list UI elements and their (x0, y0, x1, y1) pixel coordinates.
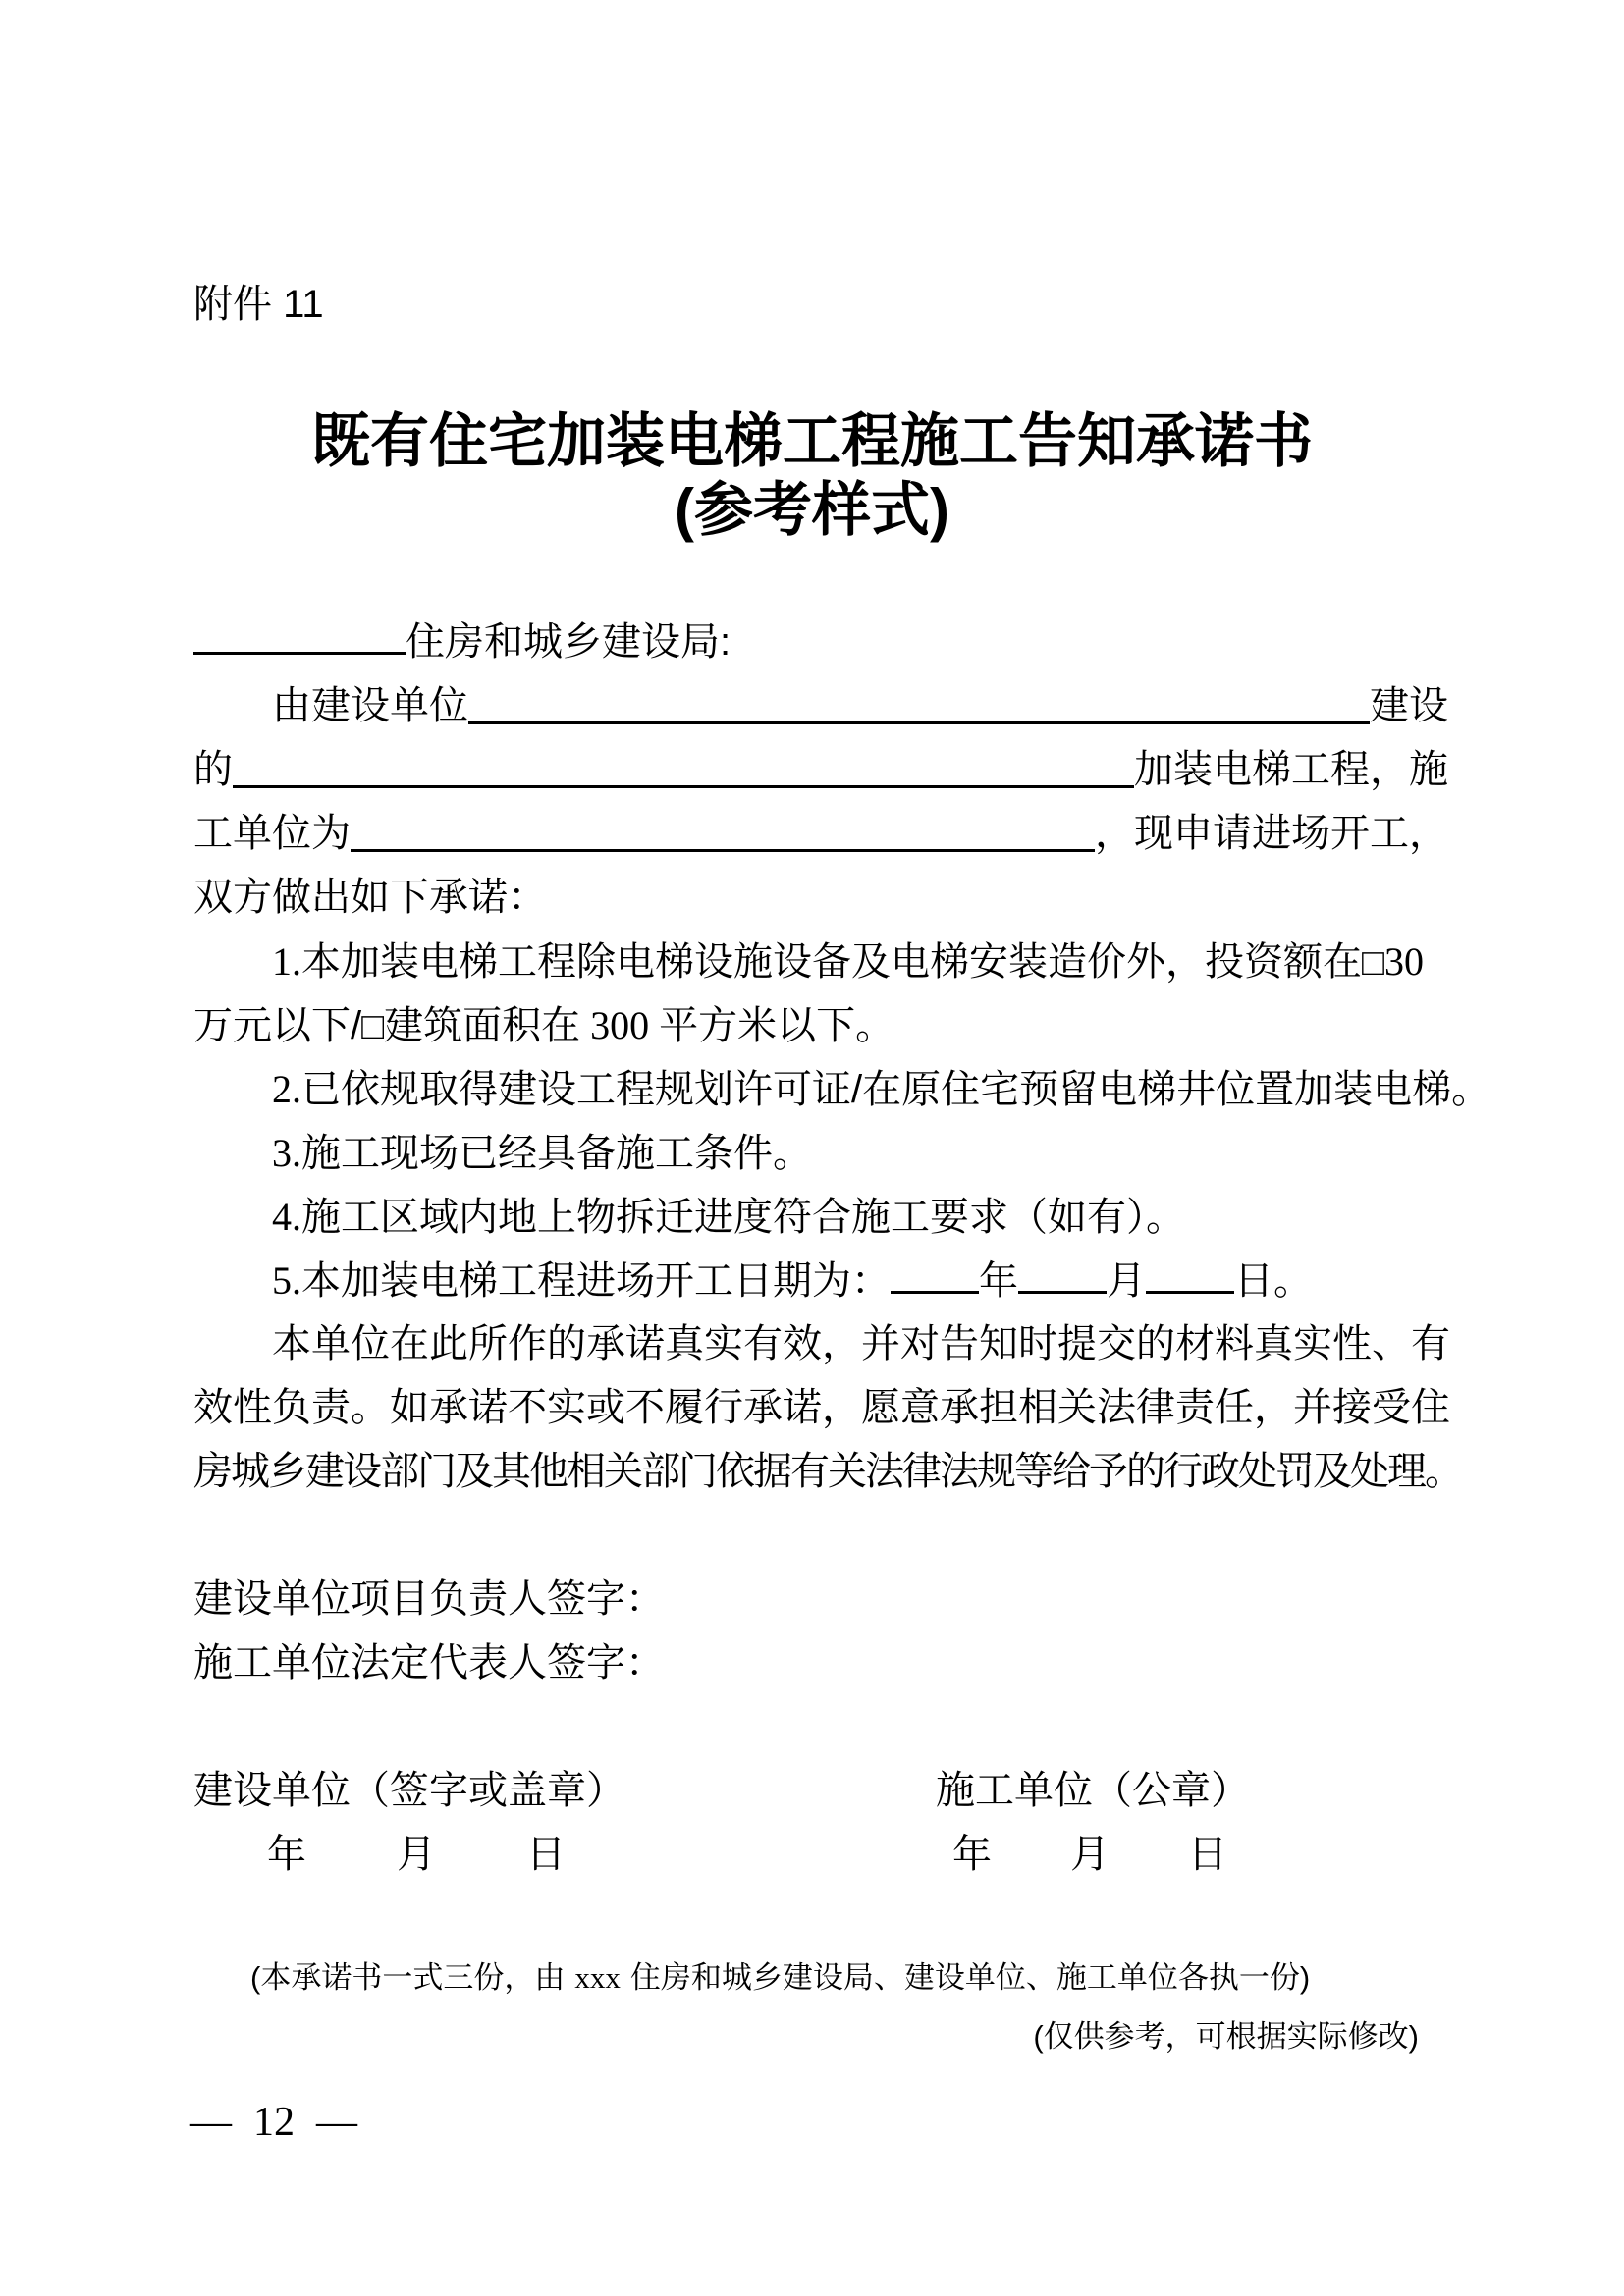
item-1-value-300: 300 (590, 1003, 650, 1047)
checkbox-300sqm-icon: □ (361, 1006, 385, 1047)
builder-day-label: 日 (526, 1833, 566, 1876)
title-line-2: (参考样式) (675, 477, 949, 543)
constructor-month-label: 月 (1070, 1833, 1110, 1876)
builder-signer-line (193, 1568, 1448, 1631)
item-5-line (193, 1249, 1448, 1312)
project-line (193, 738, 1448, 802)
page-number-dash-left: — (190, 2100, 232, 2145)
copies-note-xxx: xxx (574, 1960, 621, 1995)
item-2-number: 2. (272, 1067, 301, 1111)
item-1-value-30: 30 (1383, 939, 1424, 984)
closing-text-1: 本单位在此所作的承诺真实有效，并对告知时提交的材料真实性、有 (272, 1322, 1450, 1365)
builder-signer-label: 建设单位项目负责人签字： (193, 1577, 665, 1621)
item-1b-mid: 建筑面积在 (384, 1004, 581, 1047)
spacer-line-1 (193, 1504, 1448, 1568)
item-4-number: 4. (272, 1195, 301, 1239)
promise-intro-text: 双方做出如下承诺： (193, 876, 547, 919)
attachment-label: 附件 11 (193, 283, 324, 326)
item-4-line (193, 1185, 1448, 1249)
item-5-year-label: 年 (979, 1259, 1018, 1303)
document-body (193, 611, 1491, 1887)
item-3-number: 3. (272, 1131, 301, 1175)
salutation-text: 住房和城乡建设局: (406, 620, 731, 664)
item-5-day-label: 日。 (1234, 1259, 1313, 1303)
item-1-number: 1. (272, 939, 301, 984)
item-2-line (193, 1057, 1491, 1121)
item-5-text: 本加装电梯工程进场开工日期为： (301, 1259, 891, 1303)
document-title (0, 407, 1624, 545)
page-number (190, 2097, 357, 2148)
builder-name-blank (468, 721, 1370, 724)
spacer-line-2 (193, 1695, 1448, 1759)
constructor-day-label: 日 (1188, 1833, 1227, 1876)
copies-note (250, 1953, 1310, 2002)
builder-year-label: 年 (267, 1833, 306, 1876)
item-4-text: 施工区域内地上物拆迁进度符合施工要求（如有）。 (301, 1196, 1185, 1239)
start-day-blank (1146, 1286, 1234, 1294)
constructor-signer-line (193, 1631, 1448, 1695)
builder-line (193, 674, 1448, 738)
page-number-dash-right: — (316, 2100, 357, 2145)
date-columns-line (193, 1823, 1448, 1887)
bureau-name-blank (193, 647, 406, 655)
project-name-blank (233, 785, 1134, 788)
start-year-blank (891, 1286, 979, 1294)
constructor-date-group (952, 1823, 1227, 1887)
item-1b-pre: 万元以下/ (193, 1004, 362, 1047)
item-1-text: 本加装电梯工程除电梯设施设备及电梯安装造价外，投资额在 (301, 940, 1362, 984)
constructor-line (193, 802, 1448, 866)
item-1-continuation-line (193, 993, 1448, 1057)
builder-date-group (193, 1833, 566, 1876)
constructor-seal-label: 施工单位（公章） (936, 1769, 1250, 1812)
constructor-name-blank (351, 849, 1095, 852)
closing-line-2 (193, 1376, 1448, 1440)
closing-text-3: 房城乡建设部门及其他相关部门依据有关法律法规等给予的行政处罚及处理。 (193, 1450, 1462, 1493)
item-2-text: 已依规取得建设工程规划许可证/在原住宅预留电梯井位置加装电梯。 (301, 1068, 1491, 1111)
builder-month-label: 月 (397, 1833, 436, 1876)
reference-note: (仅供参考，可根据实际修改) (1033, 2019, 1419, 2054)
title-line-1: 既有住宅加装电梯工程施工告知承诺书 (311, 408, 1313, 474)
item-1-line (193, 930, 1448, 993)
page-number-value: 12 (253, 2100, 295, 2145)
copies-note-post: 住房和城乡建设局、建设单位、施工单位各执一份) (629, 1960, 1311, 1995)
constructor-line-post: ，现申请进场开工， (1095, 812, 1448, 855)
start-month-blank (1018, 1286, 1107, 1294)
closing-text-2: 效性负责。如承诺不实或不履行承诺，愿意承担相关法律责任，并接受住 (193, 1386, 1450, 1429)
closing-line-1 (193, 1312, 1448, 1376)
builder-line-post: 建设 (1370, 684, 1448, 727)
project-line-post: 加装电梯工程，施 (1134, 748, 1448, 791)
builder-line-pre: 由建设单位 (272, 684, 468, 727)
constructor-line-pre: 工单位为 (193, 812, 351, 855)
item-3-text: 施工现场已经具备施工条件。 (301, 1132, 812, 1175)
builder-seal-label: 建设单位（签字或盖章） (193, 1769, 625, 1812)
item-5-number: 5. (272, 1258, 301, 1303)
copies-note-pre: (本承诺书一式三份，由 (250, 1960, 566, 1995)
item-3-line (193, 1121, 1448, 1185)
salutation-line (193, 611, 1448, 674)
constructor-signer-label: 施工单位法定代表人签字： (193, 1641, 665, 1684)
closing-line-3 (193, 1440, 1462, 1504)
item-5-month-label: 月 (1107, 1259, 1146, 1303)
constructor-year-label: 年 (952, 1833, 992, 1876)
project-line-pre: 的 (193, 748, 233, 791)
checkbox-30wan-icon: □ (1362, 942, 1384, 984)
seal-columns-line (193, 1759, 1448, 1823)
promise-intro-line (193, 866, 1448, 930)
item-1b-post: 平方米以下。 (659, 1004, 895, 1047)
